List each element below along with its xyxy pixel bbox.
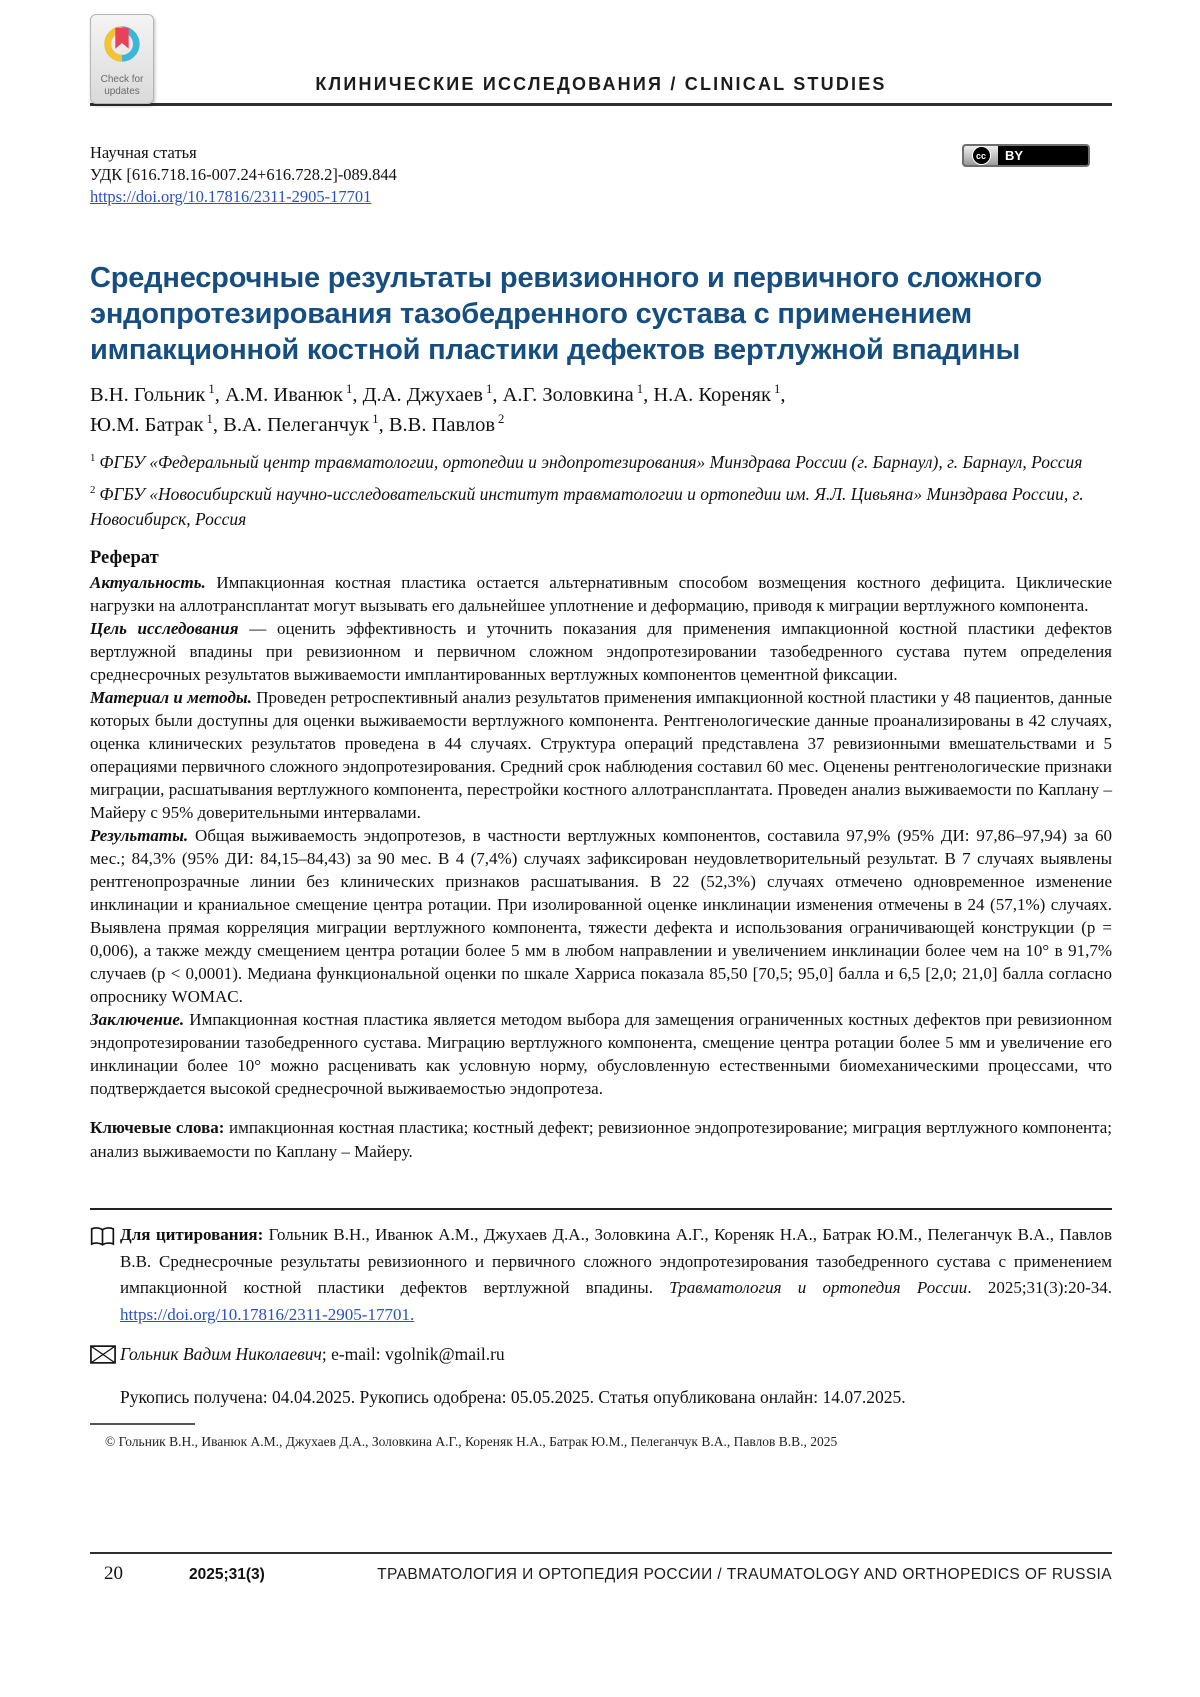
issue-label: 2025;31(3) — [189, 1566, 265, 1583]
citation-text: Для цитирования: Гольник В.Н., Иванюк А.М., Джухаев Д.А., Золовкина А.Г., Кореняк Н.А., Батрак Ю.М., Пелеганчук В.А., Павлов В.В. Среднесрочные результаты ревизионного и первичного сложного эндопротезирования тазобедренного сустава с применением импакционной костной пластики дефектов вертлужной впадины. Травматология и ортопедия России. 2025;31(3):20-34. https://doi.org/10.17816/2311-2905-17701. — [120, 1225, 1112, 1324]
correspondence-text: Гольник Вадим Николаевич; e-mail: vgolnik@mail.ru — [120, 1344, 505, 1364]
citation-doi-link[interactable]: https://doi.org/10.17816/2311-2905-17701. — [120, 1304, 415, 1324]
author: А.Г. Золовкина $^1$, — [502, 382, 654, 406]
author: В.А. Пелеганчук $^1$, — [223, 412, 389, 436]
abstract-heading: Реферат — [90, 548, 159, 568]
check-for-updates-label: Check for updates — [100, 74, 144, 97]
content-column — [90, 0, 1112, 1451]
article-title: Среднесрочные результаты ревизионного и первичного сложного эндопротезирования тазобедренного сустава с применением импакционной костной пластики дефектов вертлужной впадины — [90, 262, 1042, 366]
abstract-background: Актуальность. Импакционная костная пластика остается альтернативным способом возмещения костного дефицита. Циклические нагрузки на аллотрансплантат могут вызывать его дальнейшее уплотнение и деформацию, приводя к миграции вертлужного компонента. — [90, 573, 1112, 615]
article-type: Научная статья — [90, 143, 197, 162]
open-book-icon — [90, 1222, 120, 1328]
author: В.В. Павлов $^2$ — [388, 412, 505, 436]
author: Д.А. Джухаев $^1$, — [362, 382, 503, 406]
keywords: Ключевые слова: импакционная костная пластика; костный дефект; ревизионное эндопротезирование; миграция вертлужного компонента; анализ выживаемости по Каплану – Майеру. — [90, 1118, 1112, 1161]
abstract-results: Результаты. Общая выживаемость эндопротезов, в частности вертлужных компонентов, составила 97,9% (95% ДИ: 97,86–97,94) за 60 мес.; 84,3% (95% ДИ: 84,15–84,43) за 90 мес. В 4 (7,4%) случаях зафиксирован неудовлетворительный результат. В 7 случаях выявлены рентгенопрозрачные линии без клинических признаков расшатывания. В 22 (52,3%) случаях отмечено одновременное изменение инклинации и краниальное смещение центра ротации. При изолированной оценке инклинации изменения отмечены в 24 (57,1%) случаях. Выявлена прямая корреляция миграции вертлужного компонента, тяжести дефекта и использования ограничивающей конструкции (p = 0,006), а также между смещением центра ротации более 5 мм в любом направлении и увеличением инклинации более чем на 10° в 91,7% случаев (p < 0,0001). Медиана функциональной оценки по шкале Харриса показала 85,50 [70,5; 95,0] балла и 6,5 [2,0; 21,0] балла согласно опроснику WOMAC. — [90, 826, 1112, 1006]
top-bar — [90, 0, 1112, 106]
cc-by-label: BY — [1005, 148, 1024, 163]
doi-link[interactable]: https://doi.org/10.17816/2311-2905-17701 — [90, 187, 372, 206]
meta-row — [90, 142, 1112, 208]
copyright-line: © Гольник В.Н., Иванюк А.М., Джухаев Д.А., Золовкина А.Г., Кореняк Н.А., Батрак Ю.М., Пелеганчук В.А., Павлов В.В., 2025 — [105, 1434, 838, 1449]
abstract-conclusion: Заключение. Импакционная костная пластика является методом выбора для замещения ограниченных костных дефектов при ревизионном эндопротезировании тазобедренного сустава. Миграцию вертлужного компонента, смещение центра ротации более 5 мм и увеличение его инклинации более 10° можно расценивать как условную норму, обусловленную естественными биомеханическими процессами, что подтверждается высокой среднесрочной выживаемостью эндопротеза. — [90, 1010, 1112, 1098]
abstract-aim: Цель исследования — оценить эффективность и уточнить показания для применения импакционной костной пластики дефектов вертлужной впадины при ревизионном и первичном сложном эндопротезировании тазобедренного сустава путем определения среднесрочных результатов выживаемости имплантированных вертлужных компонентов цементной фиксации. — [90, 619, 1112, 684]
affiliations — [90, 450, 1112, 532]
author: Ю.М. Батрак $^1$, — [90, 412, 224, 436]
crossmark-icon — [101, 22, 143, 69]
page-number: 20 — [104, 1563, 123, 1584]
affiliation-2: $^2$ ФГБУ «Новосибирский научно-исследовательский институт травматологии и ортопедии им. Я.Л. Цивьяна» Минздрава России, г. Новосибирск, Россия — [90, 484, 1084, 529]
section-heading: КЛИНИЧЕСКИЕ ИССЛЕДОВАНИЯ / CLINICAL STUDIES — [315, 74, 887, 94]
correspondence-block — [90, 1342, 1112, 1369]
page-footer — [90, 1552, 1112, 1585]
author: В.Н. Гольник $^1$, — [90, 382, 225, 406]
journal-name: ТРАВМАТОЛОГИЯ И ОРТОПЕДИЯ РОССИИ / TRAUMATOLOGY AND ORTHOPEDICS OF RUSSIA — [377, 1566, 1112, 1583]
citation-divider — [90, 1208, 1112, 1210]
author: А.М. Иванюк $^1$, — [224, 382, 363, 406]
citation-block — [90, 1222, 1112, 1328]
manuscript-dates: Рукопись получена: 04.04.2025. Рукопись одобрена: 05.05.2025. Статья опубликована онлайн: 14.07.2025. — [120, 1387, 906, 1407]
affiliation-1: $^1$ ФГБУ «Федеральный центр травматологии, ортопедии и эндопротезирования» Минздрава России (г. Барнаул), г. Барнаул, Россия — [90, 452, 1083, 472]
meta-lines — [90, 142, 1112, 208]
cc-by-license-badge[interactable] — [962, 144, 1090, 167]
authors-line — [90, 380, 1112, 440]
copyright-rule — [90, 1423, 195, 1425]
abstract-methods: Материал и методы. Проведен ретроспективный анализ результатов применения импакционной костной пластики у 48 пациентов, данные которых были доступны для оценки выживаемости вертлужного компонента. Рентгенологические данные проанализированы в 42 случаях, оценка клинических результатов проведена в 44 случаях. Структура операций представлена 37 ревизионными вмешательствами и 5 операциями первичного сложного эндопротезирования. Средний срок наблюдения составил 60 мес. Оценены рентгенологические признаки миграции, расшатывания вертлужного компонента, перестройки костного аллотрансплантата. Проведен анализ выживаемости по Каплану – Майеру с 95% доверительными интервалами. — [90, 688, 1112, 822]
cc-icon: cc — [964, 146, 998, 165]
correspondence-email: vgolnik@mail.ru — [385, 1344, 505, 1364]
author: Н.А. Кореняк $^1$, — [653, 382, 786, 406]
envelope-icon — [90, 1342, 120, 1369]
udk-code: УДК [616.718.16-007.24+616.728.2]-089.844 — [90, 165, 397, 184]
